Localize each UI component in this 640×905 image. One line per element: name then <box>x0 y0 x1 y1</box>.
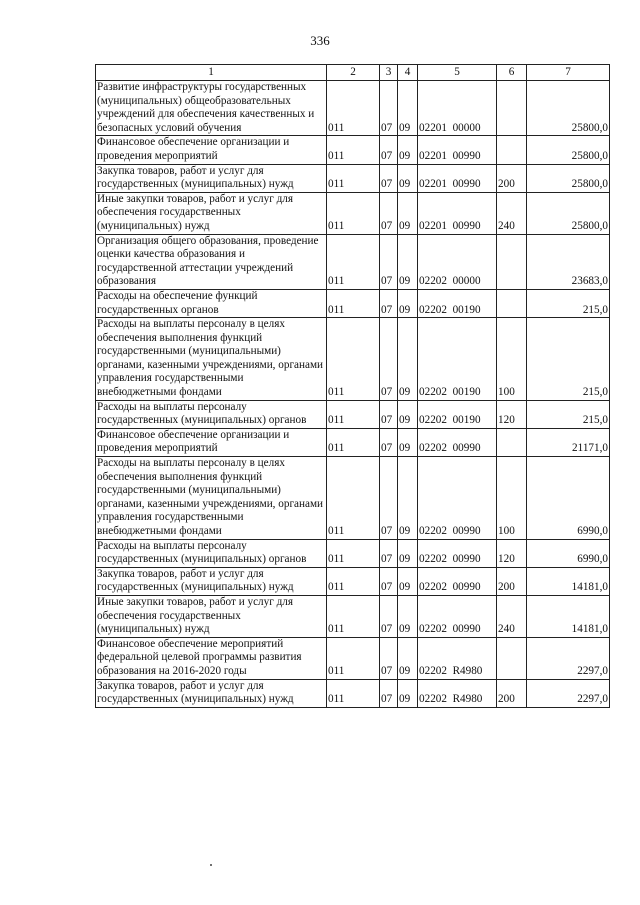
row-amount-cell: 215,0 <box>527 289 610 317</box>
row-amount-cell: 25800,0 <box>527 81 610 136</box>
row-name-cell: Расходы на обеспечение функций государственных органов <box>96 289 327 317</box>
row-amount-cell: 14181,0 <box>527 595 610 637</box>
row-name-cell: Расходы на выплаты персоналу в целях обеспечения выполнения функций государственными (муниципальными) органами, казенными учреждениями, органами управления государственными внебюджетными фондами <box>96 318 327 401</box>
row-target-article-cell: 02202 00990 <box>418 428 497 456</box>
row-target-article-cell: 02201 00990 <box>418 164 497 192</box>
row-target-article-cell: 02202 00000 <box>418 234 497 289</box>
header-col-6: 6 <box>497 65 527 81</box>
header-col-4: 4 <box>398 65 418 81</box>
row-amount-cell: 14181,0 <box>527 567 610 595</box>
row-subsection-cell: 09 <box>398 567 418 595</box>
table-body <box>96 81 610 708</box>
row-amount-cell: 6990,0 <box>527 539 610 567</box>
table-row <box>96 318 610 401</box>
row-subsection-cell: 09 <box>398 81 418 136</box>
row-target-article-cell: 02201 00000 <box>418 81 497 136</box>
row-code-cell: 011 <box>327 595 380 637</box>
row-section-cell: 07 <box>380 136 398 164</box>
row-name-cell: Иные закупки товаров, работ и услуг для обеспечения государственных (муниципальных) нужд <box>96 595 327 637</box>
table-row <box>96 289 610 317</box>
table-row <box>96 679 610 707</box>
row-name-cell: Расходы на выплаты персоналу в целях обеспечения выполнения функций государственными (муниципальными) органами, казенными учреждениями, органами управления государственными внебюджетными фондами <box>96 457 327 540</box>
row-target-article-cell: 02201 00990 <box>418 192 497 234</box>
row-code-cell: 011 <box>327 637 380 679</box>
scan-dot <box>210 864 212 866</box>
row-code-cell: 011 <box>327 428 380 456</box>
row-expense-type-cell: 240 <box>497 595 527 637</box>
row-section-cell: 07 <box>380 595 398 637</box>
row-section-cell: 07 <box>380 567 398 595</box>
row-section-cell: 07 <box>380 679 398 707</box>
row-name-cell: Финансовое обеспечение организации и проведения мероприятий <box>96 428 327 456</box>
row-section-cell: 07 <box>380 318 398 401</box>
row-target-article-cell: 02202 00190 <box>418 400 497 428</box>
row-name-cell: Иные закупки товаров, работ и услуг для обеспечения государственных (муниципальных) нужд <box>96 192 327 234</box>
row-target-article-cell: 02202 00190 <box>418 318 497 401</box>
row-code-cell: 011 <box>327 318 380 401</box>
row-subsection-cell: 09 <box>398 234 418 289</box>
row-name-cell: Финансовое обеспечение организации и проведения мероприятий <box>96 136 327 164</box>
row-expense-type-cell: 100 <box>497 318 527 401</box>
table-row <box>96 81 610 136</box>
row-code-cell: 011 <box>327 567 380 595</box>
row-section-cell: 07 <box>380 81 398 136</box>
row-expense-type-cell: 200 <box>497 567 527 595</box>
row-code-cell: 011 <box>327 289 380 317</box>
row-expense-type-cell <box>497 428 527 456</box>
row-code-cell: 011 <box>327 164 380 192</box>
row-section-cell: 07 <box>380 192 398 234</box>
row-amount-cell: 21171,0 <box>527 428 610 456</box>
header-col-1: 1 <box>96 65 327 81</box>
row-name-cell: Закупка товаров, работ и услуг для государственных (муниципальных) нужд <box>96 164 327 192</box>
table-row <box>96 400 610 428</box>
row-amount-cell: 23683,0 <box>527 234 610 289</box>
row-expense-type-cell <box>497 289 527 317</box>
row-subsection-cell: 09 <box>398 679 418 707</box>
row-amount-cell: 2297,0 <box>527 637 610 679</box>
table-header <box>96 65 610 81</box>
table-row <box>96 428 610 456</box>
header-col-5: 5 <box>418 65 497 81</box>
row-target-article-cell: 02202 00990 <box>418 457 497 540</box>
row-section-cell: 07 <box>380 637 398 679</box>
row-section-cell: 07 <box>380 539 398 567</box>
page-number: 336 <box>310 33 330 48</box>
row-name-cell: Закупка товаров, работ и услуг для государственных (муниципальных) нужд <box>96 679 327 707</box>
row-code-cell: 011 <box>327 192 380 234</box>
row-expense-type-cell <box>497 136 527 164</box>
row-expense-type-cell: 240 <box>497 192 527 234</box>
row-section-cell: 07 <box>380 400 398 428</box>
row-code-cell: 011 <box>327 457 380 540</box>
row-target-article-cell: 02202 R4980 <box>418 637 497 679</box>
row-section-cell: 07 <box>380 164 398 192</box>
row-name-cell: Финансовое обеспечение мероприятий федеральной целевой программы развития образования на 2016-2020 годы <box>96 637 327 679</box>
row-target-article-cell: 02202 00990 <box>418 567 497 595</box>
row-target-article-cell: 02202 00990 <box>418 539 497 567</box>
table-row <box>96 192 610 234</box>
table-row <box>96 539 610 567</box>
row-name-cell: Расходы на выплаты персоналу государственных (муниципальных) органов <box>96 539 327 567</box>
table-row <box>96 457 610 540</box>
row-subsection-cell: 09 <box>398 164 418 192</box>
row-expense-type-cell: 100 <box>497 457 527 540</box>
row-name-cell: Закупка товаров, работ и услуг для государственных (муниципальных) нужд <box>96 567 327 595</box>
row-expense-type-cell: 200 <box>497 679 527 707</box>
row-subsection-cell: 09 <box>398 289 418 317</box>
row-name-cell: Развитие инфраструктуры государственных (муниципальных) общеобразовательных учреждений для обеспечения качественных и безопасных условий обучения <box>96 81 327 136</box>
row-amount-cell: 215,0 <box>527 318 610 401</box>
row-amount-cell: 25800,0 <box>527 192 610 234</box>
row-section-cell: 07 <box>380 428 398 456</box>
row-amount-cell: 6990,0 <box>527 457 610 540</box>
table-row <box>96 164 610 192</box>
row-section-cell: 07 <box>380 457 398 540</box>
budget-table <box>95 64 610 708</box>
row-name-cell: Расходы на выплаты персоналу государственных (муниципальных) органов <box>96 400 327 428</box>
row-expense-type-cell <box>497 637 527 679</box>
row-code-cell: 011 <box>327 136 380 164</box>
row-amount-cell: 215,0 <box>527 400 610 428</box>
row-expense-type-cell: 120 <box>497 400 527 428</box>
row-subsection-cell: 09 <box>398 428 418 456</box>
row-target-article-cell: 02201 00990 <box>418 136 497 164</box>
row-expense-type-cell <box>497 81 527 136</box>
row-expense-type-cell: 120 <box>497 539 527 567</box>
row-target-article-cell: 02202 00990 <box>418 595 497 637</box>
row-code-cell: 011 <box>327 679 380 707</box>
row-subsection-cell: 09 <box>398 136 418 164</box>
table-row <box>96 567 610 595</box>
row-subsection-cell: 09 <box>398 595 418 637</box>
row-subsection-cell: 09 <box>398 192 418 234</box>
row-expense-type-cell <box>497 234 527 289</box>
table-row <box>96 234 610 289</box>
row-section-cell: 07 <box>380 289 398 317</box>
row-subsection-cell: 09 <box>398 457 418 540</box>
row-subsection-cell: 09 <box>398 637 418 679</box>
header-col-3: 3 <box>380 65 398 81</box>
table-row <box>96 595 610 637</box>
header-row <box>96 65 610 81</box>
row-amount-cell: 25800,0 <box>527 164 610 192</box>
row-code-cell: 011 <box>327 81 380 136</box>
row-amount-cell: 25800,0 <box>527 136 610 164</box>
row-target-article-cell: 02202 00190 <box>418 289 497 317</box>
row-expense-type-cell: 200 <box>497 164 527 192</box>
row-name-cell: Организация общего образования, проведение оценки качества образования и государственной аттестации учреждений образования <box>96 234 327 289</box>
row-code-cell: 011 <box>327 234 380 289</box>
table-row <box>96 637 610 679</box>
row-amount-cell: 2297,0 <box>527 679 610 707</box>
row-target-article-cell: 02202 R4980 <box>418 679 497 707</box>
row-subsection-cell: 09 <box>398 318 418 401</box>
row-code-cell: 011 <box>327 400 380 428</box>
header-col-7: 7 <box>527 65 610 81</box>
table-row <box>96 136 610 164</box>
row-subsection-cell: 09 <box>398 539 418 567</box>
header-col-2: 2 <box>327 65 380 81</box>
row-subsection-cell: 09 <box>398 400 418 428</box>
row-code-cell: 011 <box>327 539 380 567</box>
row-section-cell: 07 <box>380 234 398 289</box>
